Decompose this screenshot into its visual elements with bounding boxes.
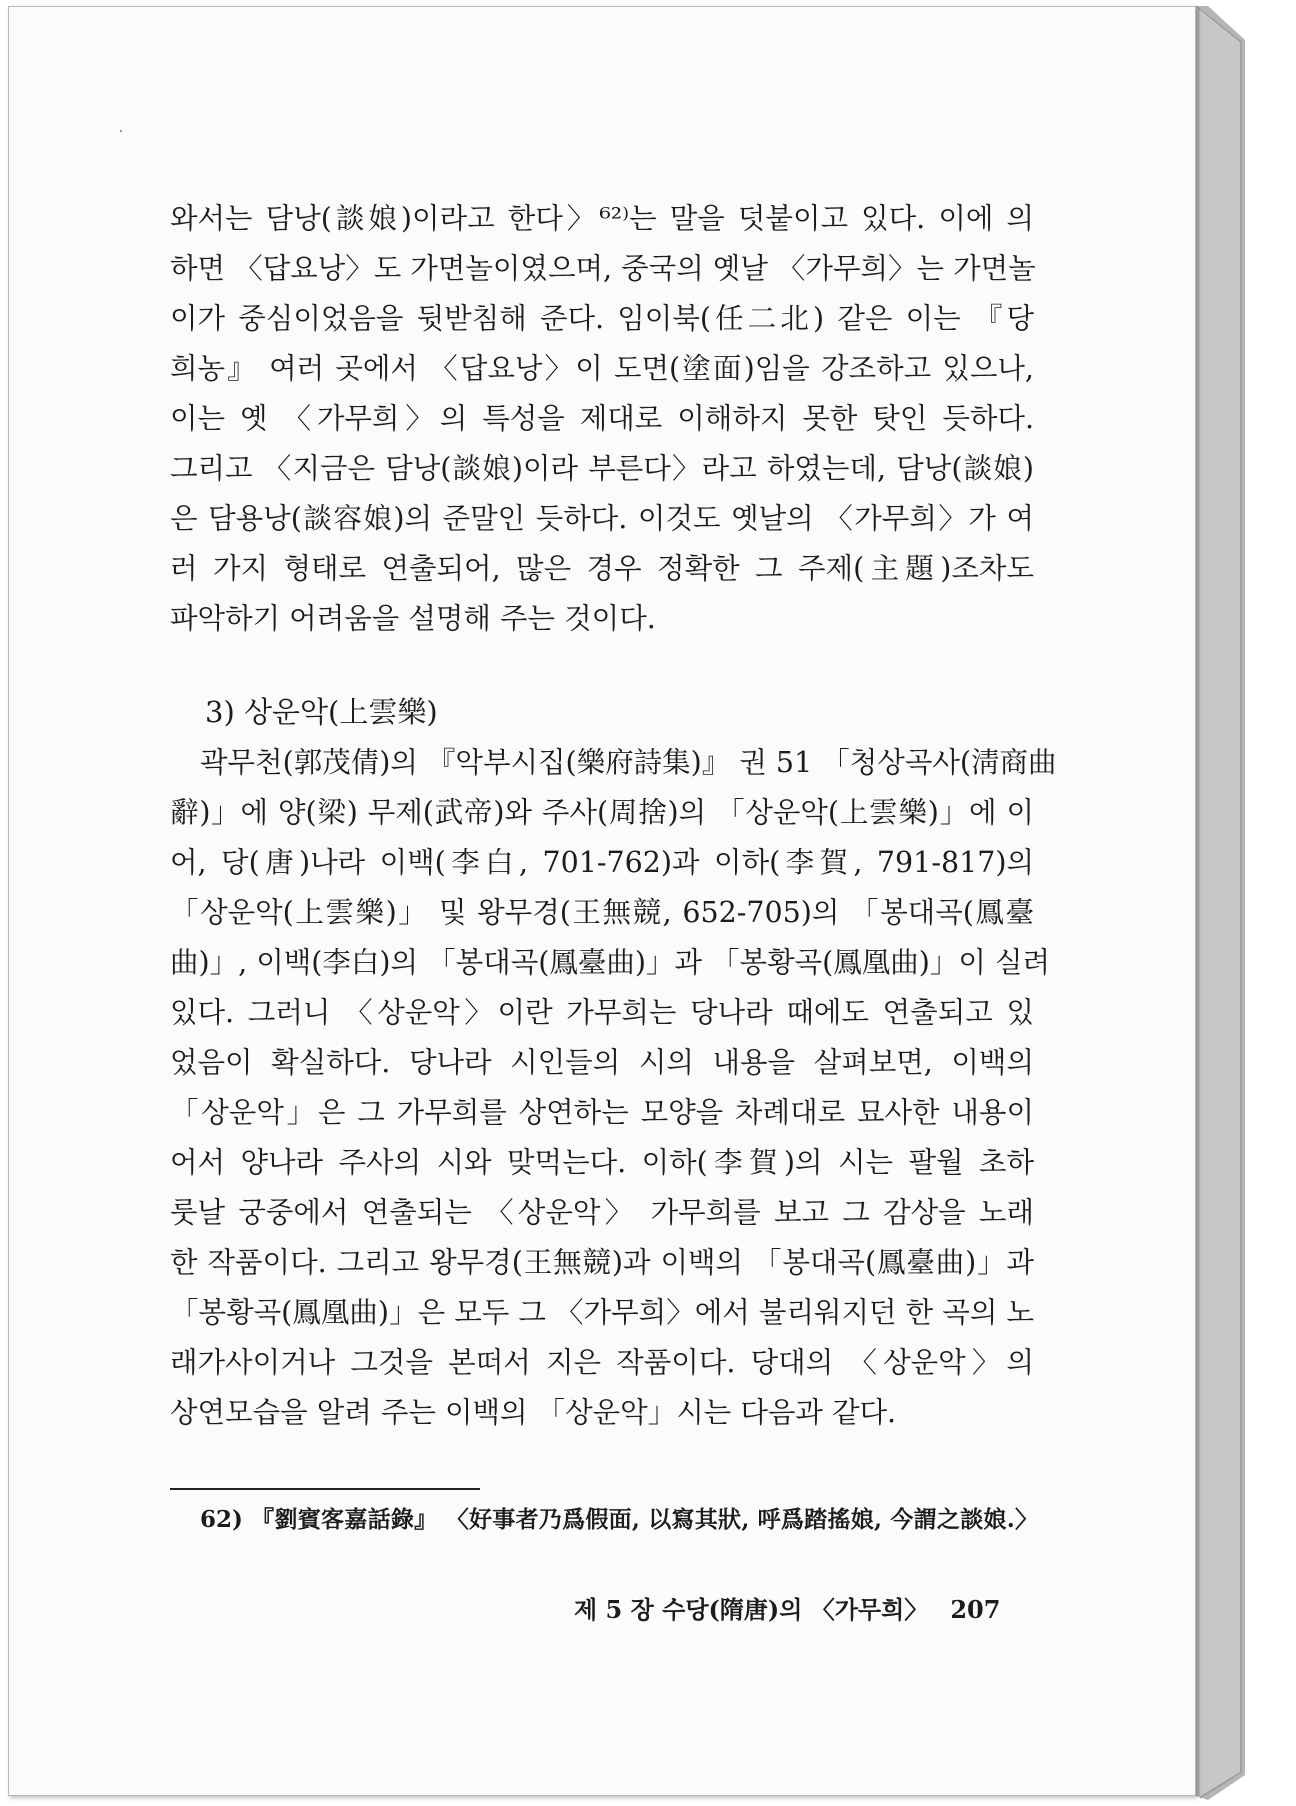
- paragraph-2-line: 曲)」, 이백(李白)의 「봉대곡(鳳臺曲)」과 「봉황곡(鳳凰曲)」이 실려: [170, 946, 1051, 979]
- paragraph-2-line: 었음이 확실하다. 당나라 시인들의 시의 내용을 살펴보면, 이백의: [170, 1046, 1034, 1079]
- paragraph-2-line: 어, 당(唐)나라 이백(李白, 701-762)과 이하(李賀, 791-817)의: [170, 846, 1034, 879]
- paragraph-1-line: 러 가지 형태로 연출되어, 많은 경우 정확한 그 주제(主題)조차도: [170, 552, 1034, 585]
- paragraph-2-line: 어서 양나라 주사의 시와 맞먹는다. 이하(李賀)의 시는 팔월 초하: [170, 1146, 1034, 1179]
- paragraph-2-line: 래가사이거나 그것을 본떠서 지은 작품이다. 당대의 〈상운악〉의: [170, 1346, 1034, 1379]
- footnote-62: 62) 『劉賓客嘉話錄』 〈好事者乃爲假面, 以寫其狀, 呼爲踏搖娘, 今謂之談娘.〉: [200, 1506, 1038, 1533]
- paragraph-2-line: 곽무천(郭茂倩)의 『악부시집(樂府詩集)』 권 51 「청상곡사(淸商曲: [200, 746, 1057, 779]
- paragraph-2-line: 있다. 그러니 〈상운악〉이란 가무희는 당나라 때에도 연출되고 있: [170, 996, 1034, 1029]
- paragraph-1-line: 파악하기 어려움을 설명해 주는 것이다.: [170, 602, 656, 635]
- paragraph-2-line: 辭)」에 양(梁) 무제(武帝)와 주사(周捨)의 「상운악(上雲樂)」에 이: [170, 796, 1034, 829]
- running-footer: [574, 1590, 1000, 1630]
- paragraph-2-line: 룻날 궁중에서 연출되는 〈상운악〉 가무희를 보고 그 감상을 노래: [170, 1196, 1034, 1229]
- paragraph-2-line: 상연모습을 알려 주는 이백의 「상운악」시는 다음과 같다.: [170, 1396, 897, 1429]
- paragraph-1-line: 와서는 담낭(談娘)이라고 한다〉⁶²⁾는 말을 덧붙이고 있다. 이에 의: [170, 202, 1034, 235]
- paragraph-1-line: 희농』 여러 곳에서 〈답요낭〉이 도면(塗面)임을 강조하고 있으나,: [170, 352, 1034, 385]
- footnote-separator: [170, 1488, 480, 1490]
- chapter-title: 제 5 장 수당(隋唐)의 〈가무희〉: [574, 1595, 929, 1624]
- paragraph-1-line: 하면 〈답요낭〉도 가면놀이였으며, 중국의 옛날 〈가무희〉는 가면놀: [170, 252, 1036, 285]
- paragraph-1-line: 이는 옛 〈가무희〉의 특성을 제대로 이해하지 못한 탓인 듯하다.: [170, 402, 1034, 435]
- section-heading: 3) 상운악(上雲樂): [205, 695, 438, 729]
- page-number: 207: [950, 1595, 1001, 1624]
- paragraph-2-line: 「봉황곡(鳳凰曲)」은 모두 그 〈가무희〉에서 불리워지던 한 곡의 노: [170, 1296, 1034, 1329]
- paragraph-1-line: 이가 중심이었음을 뒷받침해 준다. 임이북(任二北) 같은 이는 『당: [170, 302, 1034, 335]
- paragraph-1-line: 그리고 〈지금은 담낭(談娘)이라 부른다〉라고 하였는데, 담낭(談娘): [170, 452, 1034, 485]
- scan-speck: [120, 130, 122, 132]
- paragraph-2-line: 「상운악」은 그 가무희를 상연하는 모양을 차례대로 묘사한 내용이: [170, 1096, 1034, 1129]
- paragraph-2-line: 한 작품이다. 그리고 왕무경(王無競)과 이백의 「봉대곡(鳳臺曲)」과: [170, 1246, 1034, 1279]
- paragraph-2-line: 「상운악(上雲樂)」 및 왕무경(王無競, 652-705)의 「봉대곡(鳳臺: [170, 896, 1034, 929]
- paragraph-1-line: 은 담용낭(談容娘)의 준말인 듯하다. 이것도 옛날의 〈가무희〉가 여: [170, 502, 1034, 535]
